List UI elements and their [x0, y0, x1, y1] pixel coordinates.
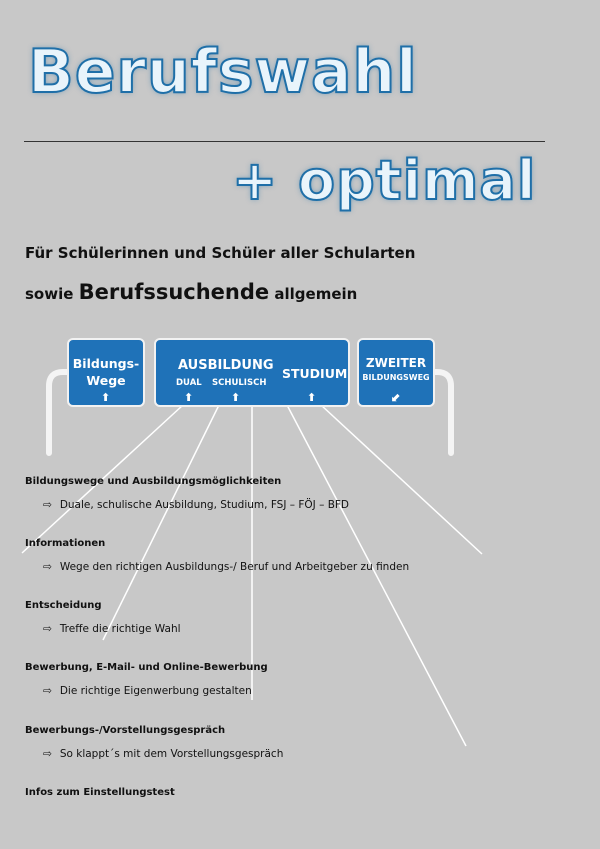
section-item-text: Die richtige Eigenwerbung gestalten	[59, 685, 252, 697]
sign-studium-label: STUDIUM	[282, 366, 348, 381]
arrow-bullet-icon: ⇨	[43, 748, 52, 760]
arrow-bullet-icon: ⇨	[43, 685, 52, 697]
diagonal-arrow-icon: ⬋	[391, 390, 402, 404]
section-item	[43, 623, 181, 635]
sign-bildungswege-line1: Bildungs-	[72, 356, 140, 371]
ray-line	[103, 405, 219, 640]
arrow-bullet-icon: ⇨	[43, 499, 52, 511]
arrow-bullet-icon: ⇨	[43, 623, 52, 635]
section-item	[43, 685, 252, 697]
up-arrow-icon: ⬆	[184, 391, 194, 404]
section-item-text: Wege den richtigen Ausbildungs-/ Beruf und Arbeitgeber zu finden	[59, 561, 410, 573]
intro-prefix: sowie	[25, 285, 79, 303]
intro-emphasis: Berufssuchende	[78, 280, 270, 304]
ray-line	[321, 405, 482, 554]
section-item	[43, 499, 349, 511]
section-heading: Informationen	[25, 538, 106, 549]
section-heading: Bewerbung, E-Mail- und Online-Bewerbung	[25, 662, 268, 673]
up-arrow-icon: ⬆	[307, 391, 317, 404]
section-item-text: So klappt´s mit dem Vorstellungsgespräch	[59, 748, 284, 760]
sign-zweiter-bildungsweg	[357, 338, 435, 407]
sign-ausbildung-studium	[154, 338, 350, 407]
sign-ausbildung-title: AUSBILDUNG	[178, 358, 274, 373]
section-item	[43, 748, 283, 760]
section-item-text: Treffe die richtige Wahl	[59, 623, 181, 635]
sign-dual-label: DUAL	[176, 378, 202, 388]
intro-suffix: allgemein	[269, 285, 358, 303]
sign-zweiter-line1: ZWEITER	[365, 356, 427, 370]
page-title: Berufswahl	[28, 37, 418, 107]
section-heading: Entscheidung	[25, 600, 102, 611]
section-item-text: Duale, schulische Ausbildung, Studium, FSJ – FÖJ – BFD	[59, 499, 350, 511]
section-heading: Bildungswege und Ausbildungsmöglichkeiten	[25, 476, 282, 487]
section-heading: Bewerbungs-/Vorstellungsgespräch	[25, 725, 226, 736]
section-item	[43, 561, 409, 573]
sign-bildungswege-line2: Wege	[86, 373, 126, 388]
page-subtitle: + optimal	[232, 149, 537, 212]
arrow-bullet-icon: ⇨	[43, 561, 52, 573]
up-arrow-icon: ⬆	[101, 391, 111, 404]
sign-bildungswege	[67, 338, 145, 407]
sign-schulisch-label: SCHULISCH	[212, 378, 267, 388]
sign-zweiter-line2: BILDUNGSWEG	[362, 373, 430, 382]
section-heading: Infos zum Einstellungstest	[25, 787, 175, 798]
up-arrow-icon: ⬆	[231, 391, 241, 404]
intro-line-1: Für Schülerinnen und Schüler aller Schularten	[25, 244, 416, 262]
